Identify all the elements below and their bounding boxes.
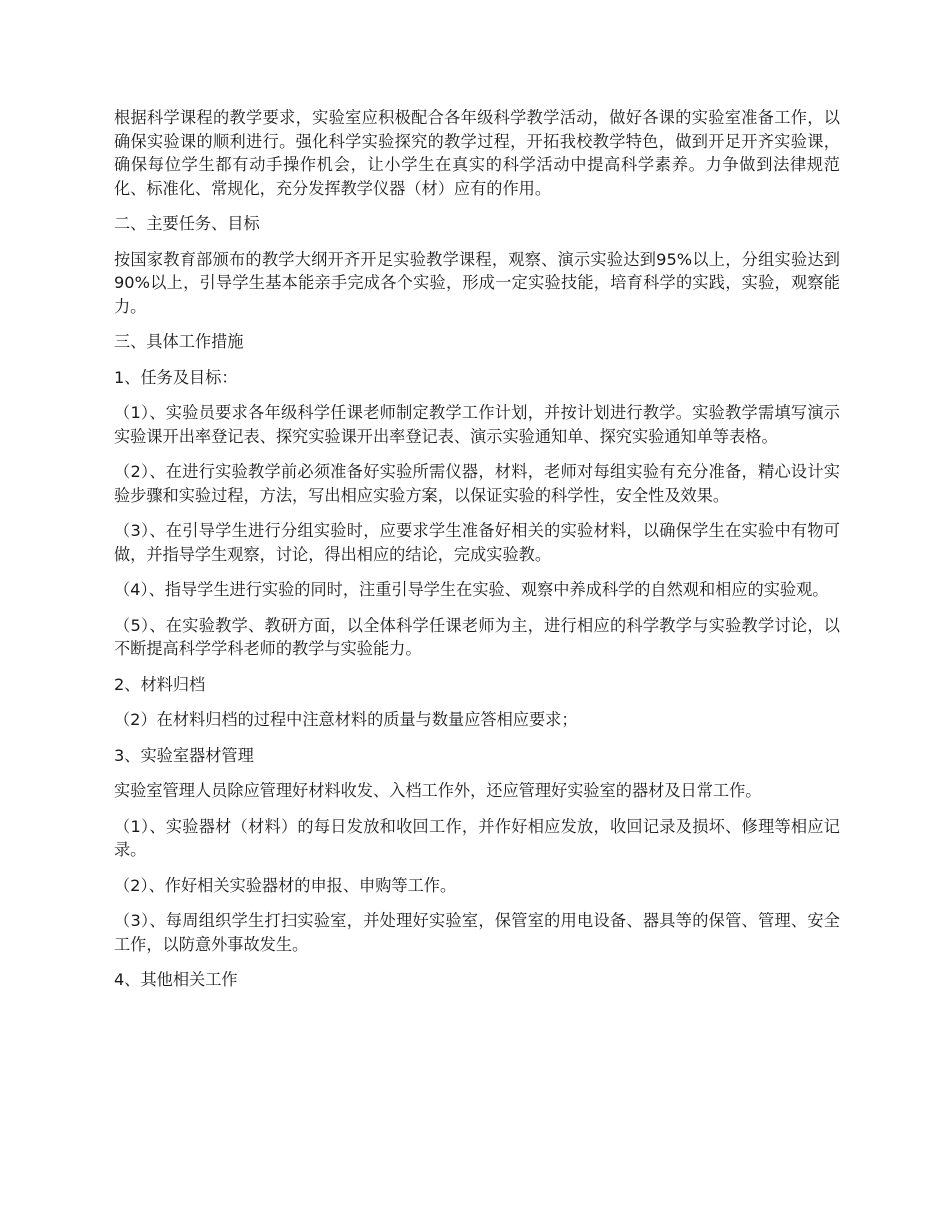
equipment-item-1: （1）、实验器材（材料）的每日发放和收回工作，并作好相应发放，收回记录及损坏、修理等相应记录。 <box>114 816 840 859</box>
section-heading-tasks: 二、主要任务、目标 <box>114 214 260 233</box>
document-page <box>114 106 840 1004</box>
equipment-paragraph: 实验室管理人员除应管理好材料收发、入档工作外，还应管理好实验室的器材及日常工作。 <box>114 781 762 800</box>
goals-item-2: （2）、在进行实验教学前必须准备好实验所需仪器，材料，老师对每组实验有充分准备，精心设计实验步骤和实验过程，方法，写出相应实验方案，以保证实验的科学性，安全性及效果。 <box>114 462 840 505</box>
equipment-item-2: （2）、作好相关实验器材的申报、申购等工作。 <box>114 875 457 895</box>
subsection-heading-other: 4、其他相关工作 <box>114 970 238 989</box>
goals-item-1: （1）、实验员要求各年级科学任课老师制定教学工作计划，并按计划进行教学。实验教学需填写演示实验课开出率登记表、探究实验课开出率登记表、演示实验通知单、探究实验通知单等表格。 <box>114 403 840 446</box>
intro-paragraph: 根据科学课程的教学要求，实验室应积极配合各年级科学教学活动，做好各课的实验室准备工作，以确保实验课的顺利进行。强化科学实验探究的教学过程，开拓我校教学特色，做到开足开齐实验课，确保每位学生都有动手操作机会，让小学生在真实的科学活动中提高科学素养。力争做到法律规范化、标准化、常规化，充分发挥教学仪器（材）应有的作用。 <box>114 108 840 198</box>
goals-item-3: （3）、在引导学生进行分组实验时，应要求学生准备好相关的实验材料，以确保学生在实验中有物可做，并指导学生观察，讨论，得出相应的结论，完成实验教。 <box>114 521 840 564</box>
subsection-heading-equipment: 3、实验室器材管理 <box>114 745 254 765</box>
goals-item-4: （4）、指导学生进行实验的同时，注重引导学生在实验、观察中养成科学的自然观和相应的实验观。 <box>114 580 829 599</box>
archive-item-2: （2）在材料归档的过程中注意材料的质量与数量应答相应要求； <box>114 710 578 729</box>
goals-item-5: （5）、在实验教学、教研方面，以全体科学任课老师为主，进行相应的科学教学与实验教学讨论，以不断提高科学学科老师的教学与实验能力。 <box>114 615 840 658</box>
subsection-heading-goals: 1、任务及目标： <box>114 367 238 387</box>
section-heading-measures: 三、具体工作措施 <box>114 332 244 351</box>
equipment-item-3: （3）、每周组织学生打扫实验室，并处理好实验室，保管室的用电设备、器具等的保管、管理、安全工作，以防意外事故发生。 <box>114 911 840 954</box>
tasks-paragraph: 按国家教育部颁布的教学大纲开齐开足实验教学课程，观察、演示实验达到95%以上，分组实验达到90%以上，引导学生基本能亲手完成各个实验，形成一定实验技能，培育科学的实践，实验，观察能力。 <box>114 249 840 316</box>
subsection-heading-archive: 2、材料归档 <box>114 674 206 694</box>
